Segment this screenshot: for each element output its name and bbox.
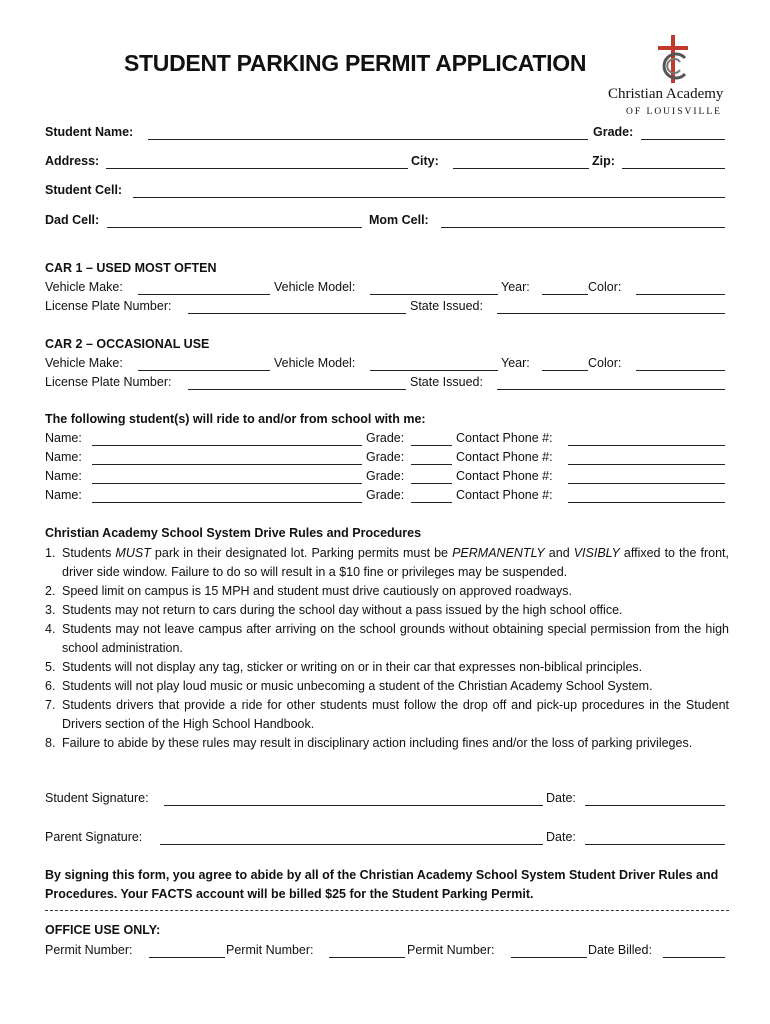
permit-number-field[interactable]: [329, 957, 405, 958]
car2-heading-row: [45, 337, 727, 355]
student-signature-row: [45, 791, 727, 809]
parent-date-field[interactable]: [585, 844, 725, 845]
car2-heading: CAR 2 – OCCASIONAL USE: [45, 337, 210, 351]
parent-date-label: Date:: [546, 830, 576, 844]
rider-phone-label: Contact Phone #:: [456, 488, 553, 502]
car1-model-label: Vehicle Model:: [274, 280, 356, 294]
student-name-label: Student Name:: [45, 125, 134, 139]
rule-item: 4. Students may not leave campus after arriving on the school grounds without obtaining special permission from the high school administration.: [45, 622, 729, 655]
office-row: [45, 943, 727, 961]
address-field[interactable]: [106, 168, 408, 169]
car1-color-label: Color:: [588, 280, 622, 294]
permit-number-field[interactable]: [149, 957, 225, 958]
rider-phone-field[interactable]: [568, 483, 725, 484]
permit-number-label: Permit Number:: [407, 943, 495, 957]
dad-cell-label: Dad Cell:: [45, 213, 100, 227]
rider-row: [45, 488, 727, 506]
rider-phone-label: Contact Phone #:: [456, 431, 553, 445]
rule-item: 3. Students may not return to cars during the school day without a pass issued by the high school office.: [45, 603, 623, 617]
rider-name-label: Name:: [45, 450, 82, 464]
org-name: Christian Academy: [608, 86, 724, 102]
agreement-text: By signing this form, you agree to abide by all of the Christian Academy School System Student Driver Rules and Procedures. Your FACTS account will be billed $25 for the Student Parking Permit.: [45, 868, 719, 901]
student-signature-field[interactable]: [164, 805, 543, 806]
student-cell-row: [45, 183, 727, 201]
rider-grade-label: Grade:: [366, 450, 405, 464]
car2-make-label: Vehicle Make:: [45, 356, 123, 370]
car2-plate-field[interactable]: [188, 389, 406, 390]
student-cell-label: Student Cell:: [45, 183, 123, 197]
permit-number-label: Permit Number:: [45, 943, 133, 957]
car1-plate-label: License Plate Number:: [45, 299, 172, 313]
car1-year-field[interactable]: [542, 294, 588, 295]
parent-cell-row: [45, 213, 727, 231]
rider-name-field[interactable]: [92, 464, 362, 465]
mom-cell-label: Mom Cell:: [369, 213, 429, 227]
car2-year-field[interactable]: [542, 370, 588, 371]
rules-heading: Christian Academy School System Drive Rules and Procedures: [45, 526, 422, 540]
mom-cell-field[interactable]: [441, 227, 725, 228]
rules-heading-row: [45, 526, 727, 544]
car2-color-label: Color:: [588, 356, 622, 370]
rider-name-field[interactable]: [92, 445, 362, 446]
car1-state-field[interactable]: [497, 313, 725, 314]
rider-grade-label: Grade:: [366, 488, 405, 502]
car2-state-label: State Issued:: [410, 375, 483, 389]
rider-grade-label: Grade:: [366, 431, 405, 445]
zip-field[interactable]: [622, 168, 725, 169]
rule-item: 5. Students will not display any tag, sticker or writing on or in their car that expresses non-biblical principles.: [45, 660, 643, 674]
parent-signature-field[interactable]: [160, 844, 543, 845]
rider-row: [45, 431, 727, 449]
rider-grade-label: Grade:: [366, 469, 405, 483]
car1-heading-row: [45, 261, 727, 279]
car2-plate-row: [45, 375, 727, 393]
car1-year-label: Year:: [501, 280, 530, 294]
student-date-label: Date:: [546, 791, 576, 805]
rules-list: [45, 544, 729, 753]
student-signature-label: Student Signature:: [45, 791, 149, 805]
car1-heading: CAR 1 – USED MOST OFTEN: [45, 261, 217, 275]
car1-color-field[interactable]: [636, 294, 725, 295]
student-cell-field[interactable]: [133, 197, 725, 198]
address-label: Address:: [45, 154, 100, 168]
page-title: STUDENT PARKING PERMIT APPLICATION: [124, 50, 587, 76]
car2-plate-label: License Plate Number:: [45, 375, 172, 389]
rider-row: [45, 450, 727, 468]
rule-item: 8. Failure to abide by these rules may result in disciplinary action including fines and/or the loss of parking privileges.: [45, 736, 693, 750]
date-billed-label: Date Billed:: [588, 943, 652, 957]
car2-color-field[interactable]: [636, 370, 725, 371]
address-row: [45, 154, 727, 172]
rider-name-label: Name:: [45, 431, 82, 445]
grade-label: Grade:: [593, 125, 634, 139]
grade-field[interactable]: [641, 139, 725, 140]
car1-make-label: Vehicle Make:: [45, 280, 123, 294]
rider-name-field[interactable]: [92, 502, 362, 503]
date-billed-field[interactable]: [663, 957, 725, 958]
rider-phone-field[interactable]: [568, 464, 725, 465]
car2-model-label: Vehicle Model:: [274, 356, 356, 370]
car1-plate-field[interactable]: [188, 313, 406, 314]
car2-model-field[interactable]: [370, 370, 498, 371]
rule-item: 1. Students MUST park in their designated lot. Parking permits must be PERMANENTLY and VISIBLY affixed to the front, driver side window. Failure to do so will result in a $10 fine or privileges may be suspended.: [45, 546, 729, 579]
rule-item: 6. Students will not play loud music or music unbecoming a student of the Christian Academy School System.: [45, 679, 653, 693]
rider-phone-label: Contact Phone #:: [456, 469, 553, 483]
city-label: City:: [411, 154, 439, 168]
student-name-field[interactable]: [148, 139, 588, 140]
car1-plate-row: [45, 299, 727, 317]
student-date-field[interactable]: [585, 805, 725, 806]
rider-grade-field[interactable]: [411, 445, 452, 446]
riders-heading: The following student(s) will ride to and/or from school with me:: [45, 412, 426, 426]
dad-cell-field[interactable]: [107, 227, 362, 228]
rider-phone-label: Contact Phone #:: [456, 450, 553, 464]
rider-row: [45, 469, 727, 487]
student-name-row: [45, 125, 727, 143]
rule-item: 7. Students drivers that provide a ride for other students must follow the drop off and pick-up procedures in the Student Drivers section of the High School Handbook.: [45, 698, 729, 731]
org-subtitle: OF LOUISVILLE: [626, 107, 722, 117]
rider-phone-field[interactable]: [568, 445, 725, 446]
zip-label: Zip:: [592, 154, 615, 168]
car2-state-field[interactable]: [497, 389, 725, 390]
car2-vehicle-row: [45, 356, 727, 374]
office-heading: OFFICE USE ONLY:: [45, 923, 161, 937]
car1-make-field[interactable]: [138, 294, 270, 295]
rider-phone-field[interactable]: [568, 502, 725, 503]
cut-line: [45, 910, 729, 911]
car2-make-field[interactable]: [138, 370, 270, 371]
car1-vehicle-row: [45, 280, 727, 298]
rider-grade-field[interactable]: [411, 502, 452, 503]
rider-name-field[interactable]: [92, 483, 362, 484]
parent-signature-label: Parent Signature:: [45, 830, 143, 844]
rule-item: 2. Speed limit on campus is 15 MPH and student must drive cautiously on approved roadways.: [45, 584, 572, 598]
cross-logo-icon: [652, 33, 694, 85]
car1-model-field[interactable]: [370, 294, 498, 295]
permit-number-label: Permit Number:: [226, 943, 314, 957]
car1-state-label: State Issued:: [410, 299, 483, 313]
rider-grade-field[interactable]: [411, 464, 452, 465]
parent-signature-row: [45, 830, 727, 848]
permit-number-field[interactable]: [511, 957, 587, 958]
city-field[interactable]: [453, 168, 589, 169]
car2-year-label: Year:: [501, 356, 530, 370]
rider-grade-field[interactable]: [411, 483, 452, 484]
office-heading-row: [45, 923, 727, 941]
riders-heading-row: [45, 412, 727, 430]
rider-name-label: Name:: [45, 469, 82, 483]
rider-name-label: Name:: [45, 488, 82, 502]
